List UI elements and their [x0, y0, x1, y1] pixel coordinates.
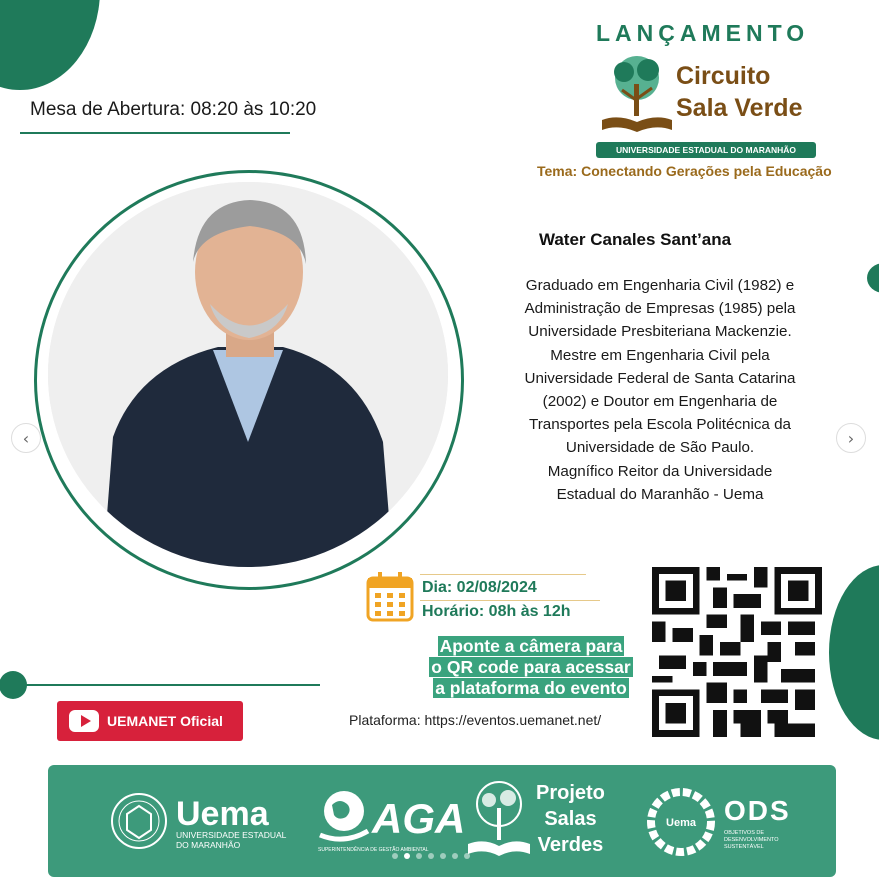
corner-decoration	[0, 0, 100, 90]
chevron-left-icon: ‹	[22, 428, 30, 448]
bio-line: Transportes pela Escola Politécnica da	[529, 416, 791, 434]
right-decoration	[867, 263, 879, 293]
psv-line: Verdes	[537, 834, 604, 856]
uemanet-youtube-button[interactable]	[57, 701, 243, 741]
speaker-photo	[48, 182, 448, 567]
tree-book-logo-icon	[598, 50, 676, 138]
brand-line-1: Circuito	[676, 62, 771, 90]
qr-instructions	[419, 636, 643, 699]
chevron-right-icon: ›	[847, 428, 855, 448]
psv-line: Salas	[544, 808, 597, 830]
speaker-name: Water Canales Sant’ana	[538, 230, 732, 249]
event-date: Dia: 02/08/2024	[422, 579, 537, 596]
qr-code[interactable]	[652, 567, 822, 737]
event-time: Horário: 08h às 12h	[422, 603, 571, 620]
ods-subtitle-line: SUSTENTÁVEL	[724, 844, 764, 850]
bio-line: Universidade Federal de Santa Catarina	[524, 369, 796, 387]
launch-heading: LANÇAMENTO	[596, 20, 810, 46]
qr-instruction-line: Aponte a câmera para	[439, 636, 623, 656]
ods-wheel-icon	[644, 788, 718, 856]
uema-subtitle-line: DO MARANHÃO	[176, 840, 241, 850]
speaker-bio	[470, 274, 850, 506]
uemanet-label: UEMANET Oficial	[107, 713, 223, 729]
divider	[420, 574, 586, 575]
carousel-dot[interactable]	[416, 853, 422, 859]
carousel-dot[interactable]	[428, 853, 434, 859]
qr-instruction-line: o QR code para acessar	[431, 657, 631, 677]
ods-logo-text: ODS	[724, 795, 791, 826]
aga-subtitle: SUPERINTENDÊNCIA DE GESTÃO AMBIENTAL	[318, 847, 429, 853]
carousel-next-button[interactable]	[836, 423, 866, 453]
youtube-icon	[69, 710, 99, 732]
bio-line: (2002) e Doutor em Engenharia de	[542, 393, 778, 411]
carousel-dot[interactable]	[452, 853, 458, 859]
calendar-icon	[366, 572, 414, 622]
bio-line: Graduado em Engenharia Civil (1982) e	[525, 277, 795, 294]
platform-url[interactable]: Plataforma: https://eventos.uemanet.net/	[349, 712, 602, 728]
bio-line: Estadual do Maranhão - Uema	[556, 485, 764, 503]
uema-subtitle-line: UNIVERSIDADE ESTADUAL	[176, 830, 287, 840]
carousel-dot[interactable]	[404, 853, 410, 859]
bio-line: Magnífico Reitor da Universidade	[547, 462, 773, 480]
theme-text: Tema: Conectando Gerações pela Educação	[537, 163, 832, 179]
divider	[20, 684, 320, 686]
carousel-dot[interactable]	[464, 853, 470, 859]
bio-line: Universidade de São Paulo.	[565, 439, 755, 457]
carousel-dot[interactable]	[392, 853, 398, 859]
carousel-prev-button[interactable]	[11, 423, 41, 453]
uema-subtitle	[176, 830, 286, 850]
right-half-circle-decoration	[829, 565, 879, 740]
ods-ring-label: Uema	[666, 817, 696, 829]
brand-university-bar: UNIVERSIDADE ESTADUAL DO MARANHÃO	[596, 142, 816, 158]
uema-seal-icon	[110, 790, 168, 852]
ods-subtitle-line: OBJETIVOS DE	[724, 830, 765, 836]
projeto-salas-verdes-text	[536, 780, 605, 858]
opening-time: Mesa de Abertura: 08:20 às 10:20	[30, 99, 317, 120]
divider	[20, 132, 290, 134]
bio-line: Administração de Empresas (1985) pela	[524, 300, 796, 318]
brand-title	[676, 60, 802, 124]
bio-line: Mestre em Engenharia Civil pela	[550, 346, 770, 364]
psv-line: Projeto	[536, 782, 605, 804]
ods-subtitle	[724, 830, 779, 851]
divider	[420, 600, 600, 601]
ods-subtitle-line: DESENVOLVIMENTO	[724, 837, 779, 843]
brand-line-2: Sala Verde	[676, 94, 803, 122]
globe-hand-icon	[318, 787, 370, 843]
carousel-dot[interactable]	[440, 853, 446, 859]
bio-line: Universidade Presbiteriana Mackenzie.	[528, 323, 792, 341]
salas-verdes-tree-icon	[464, 778, 534, 862]
carousel-dots	[392, 853, 470, 859]
qr-instruction-line: a plataforma do evento	[435, 678, 627, 698]
uema-logo-text: Uema	[176, 795, 269, 833]
aga-logo-text: AGA	[372, 795, 466, 842]
